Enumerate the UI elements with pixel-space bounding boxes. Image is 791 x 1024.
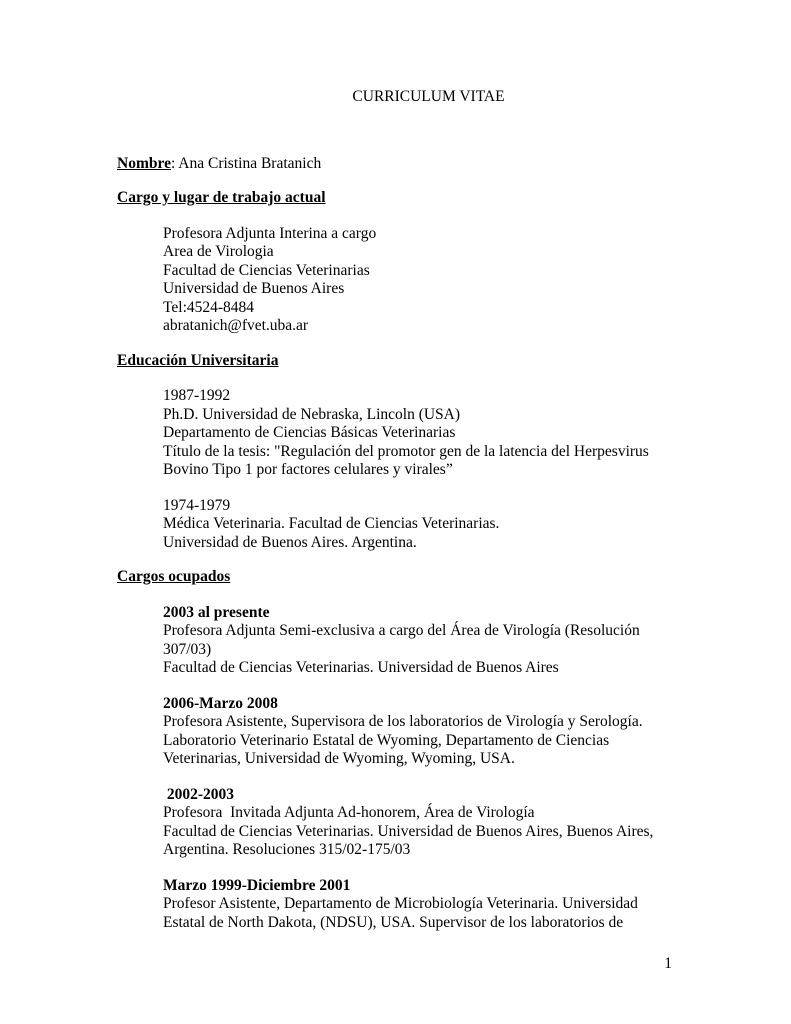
current-position-block: [163, 225, 674, 336]
position-entry-2006-2008: [163, 695, 674, 769]
text-line: Profesora Adjunta Interina a cargo: [163, 224, 377, 242]
text-line: Argentina. Resoluciones 315/02-175/03: [163, 841, 411, 858]
entry-lines: [163, 622, 674, 678]
position-entry-2003-presente: [163, 604, 674, 678]
education-entry-phd: [163, 387, 674, 480]
text-line: Facultad de Ciencias Veterinarias: [163, 261, 370, 279]
text-line: 1974-1979: [163, 496, 231, 514]
document-title: CURRICULUM VITAE: [352, 88, 505, 105]
text-line: Título de la tesis: "Regulación del promotor gen de la latencia del Herpesvirus: [163, 442, 649, 460]
text-line: Profesora Invitada Adjunta Ad-honorem, Área de Virología: [163, 804, 535, 821]
entry-date-header: 2002-2003: [163, 785, 235, 803]
entry-date-header: Marzo 1999-Diciembre 2001: [163, 876, 351, 894]
education-entry-veterinaria: [163, 497, 674, 553]
text-line: Tel:4524-8484: [163, 298, 255, 316]
entry-lines: [163, 804, 674, 860]
section-heading-educacion: Educación Universitaria: [117, 351, 279, 369]
text-line: 307/03): [163, 640, 212, 658]
entry-date-header: 2006-Marzo 2008: [163, 694, 278, 712]
text-line: Bovino Tipo 1 por factores celulares y virales”: [163, 461, 453, 478]
text-line: Profesora Asistente, Supervisora de los laboratorios de Virología y Serología.: [163, 713, 643, 730]
text-line: Profesor Asistente, Departamento de Microbiología Veterinaria. Universidad: [163, 895, 638, 912]
text-line: Veterinarias, Universidad de Wyoming, Wyoming, USA.: [163, 750, 515, 767]
name-value: : Ana Cristina Bratanich: [170, 154, 322, 172]
page-number: 1: [664, 955, 672, 972]
text-line: Facultad de Ciencias Veterinarias. Universidad de Buenos Aires: [163, 659, 559, 676]
text-line: Universidad de Buenos Aires. Argentina.: [163, 533, 417, 551]
position-entry-1999-2001: [163, 877, 674, 933]
section-heading-cargos-ocupados: Cargos ocupados: [117, 568, 231, 585]
text-line: Médica Veterinaria. Facultad de Ciencias Veterinarias.: [163, 515, 500, 532]
section-heading-cargo-actual: Cargo y lugar de trabajo actual: [117, 189, 326, 206]
text-line: Laboratorio Veterinario Estatal de Wyoming, Departamento de Ciencias: [163, 731, 610, 749]
text-line: Ph.D. Universidad de Nebraska, Lincoln (USA): [163, 405, 461, 423]
name-field: [117, 155, 674, 174]
position-entry-2002-2003: [163, 786, 674, 860]
entry-date-header: 2003 al presente: [163, 603, 270, 621]
text-line: abratanich@fvet.uba.ar: [163, 317, 309, 334]
entry-lines: [163, 713, 674, 769]
text-line: Area de Virologia: [163, 243, 274, 260]
text-line: Profesora Adjunta Semi-exclusiva a cargo del Área de Virología (Resolución: [163, 622, 640, 639]
text-line: Facultad de Ciencias Veterinarias. Universidad de Buenos Aires, Buenos Aires,: [163, 822, 654, 840]
text-line: Departamento de Ciencias Básicas Veterinarias: [163, 424, 456, 441]
text-line: Estatal de North Dakota, (NDSU), USA. Supervisor de los laboratorios de: [163, 913, 624, 931]
name-label: Nombre: [117, 154, 171, 172]
entry-lines: [163, 895, 674, 932]
text-line: 1987-1992: [163, 387, 231, 404]
text-line: Universidad de Buenos Aires: [163, 280, 345, 297]
